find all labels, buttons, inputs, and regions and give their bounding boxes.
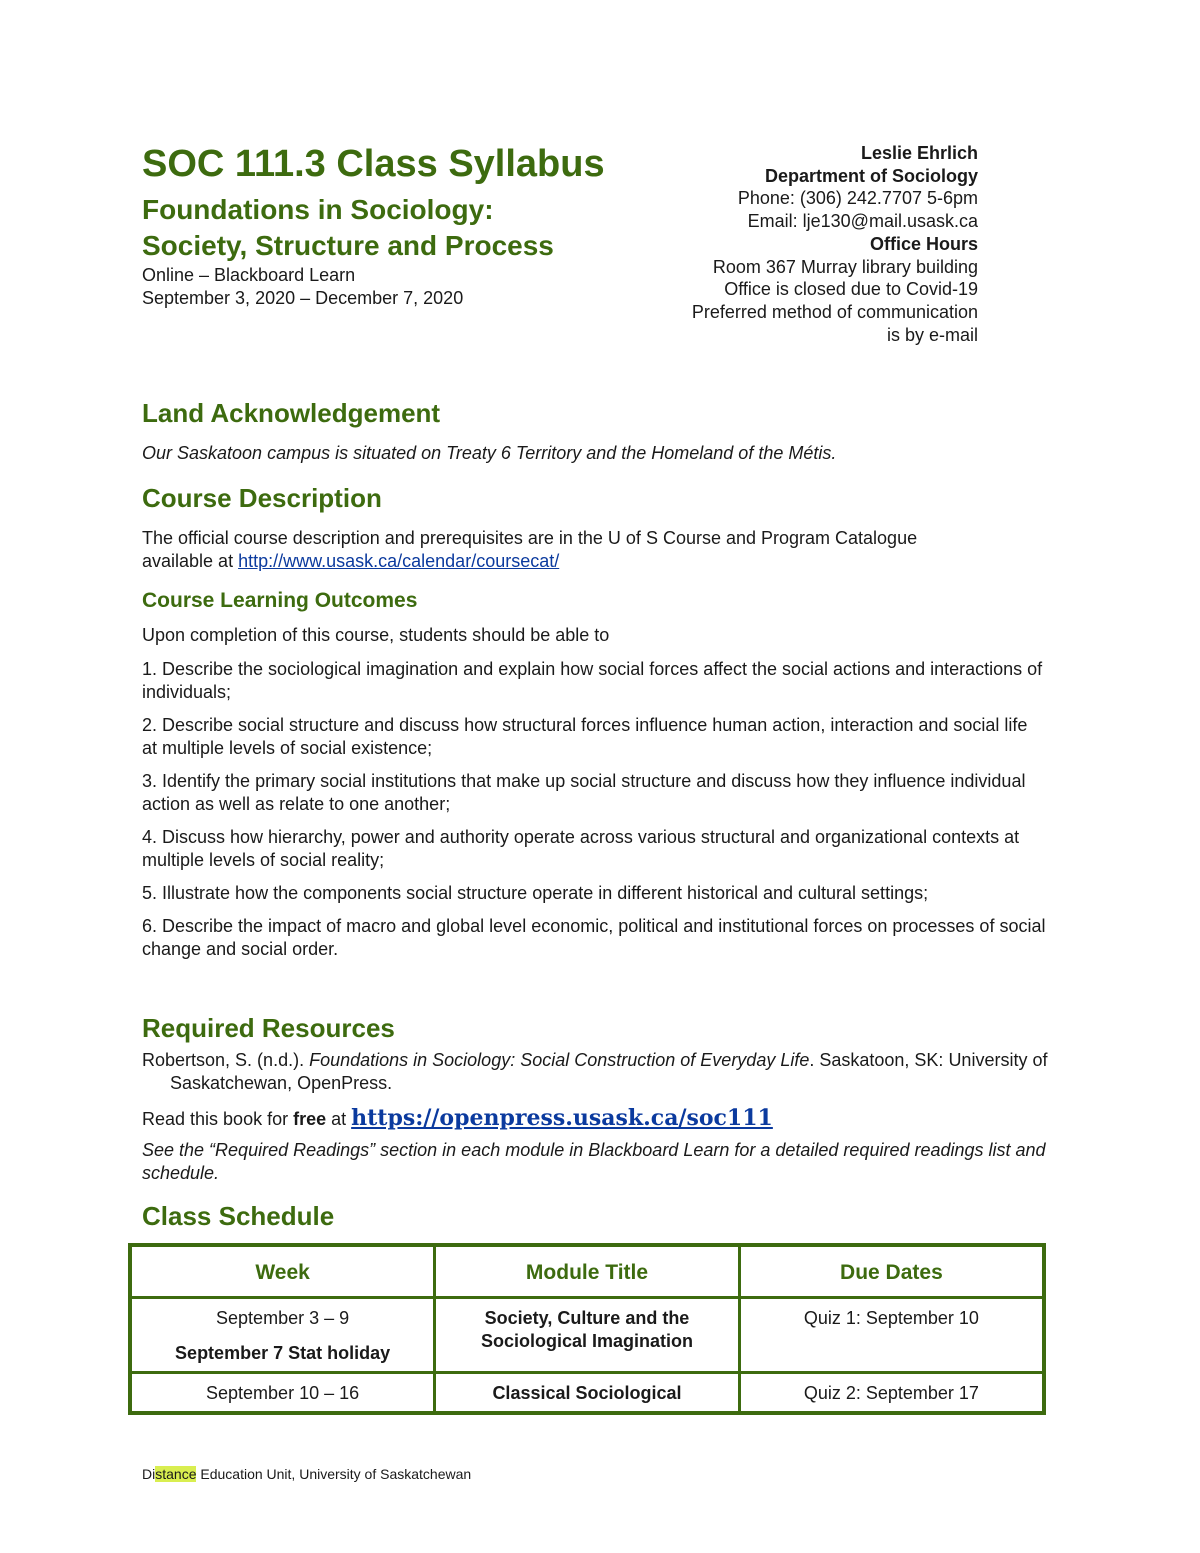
outcome-item: 4. Discuss how hierarchy, power and authority operate across various structural and organizational contexts at multiple levels of social reality; (142, 827, 1020, 870)
preferred-contact-1: Preferred method of communication (691, 301, 978, 322)
outcome-list (142, 658, 1047, 961)
readings-note: See the “Required Readings” section in each module in Blackboard Learn for a detailed required readings list and schedule. (142, 1140, 1046, 1183)
resources-heading: Required Resources (142, 1013, 395, 1043)
textbook-reference: Robertson, S. (n.d.). Foundations in Sociology: Social Construction of Everyday Life. Saskatoon, SK: University of Saskatchewan, OpenPress. (142, 1050, 1048, 1093)
preferred-contact-2: is by e-mail (886, 324, 978, 345)
page-title: SOC 111.3 Class Syllabus (142, 143, 605, 185)
table-row (130, 1298, 1044, 1373)
outcome-item: 3. Identify the primary social institutions that make up social structure and discuss how they influence individual action as well as relate to one another; (142, 771, 1026, 814)
phone: Phone: (306) 242.7707 5-6pm (737, 188, 978, 209)
department: Department of Sociology (764, 165, 978, 186)
outcomes-heading: Course Learning Outcomes (142, 589, 418, 612)
outcome-item: 6. Describe the impact of macro and global level economic, political and institutional forces on processes of social change and social order. (142, 916, 1046, 959)
outcome-item: 2. Describe social structure and discuss how structural forces influence human action, interaction and social life at multiple levels of social existence; (142, 715, 1028, 758)
highlighted-text: stance (155, 1466, 197, 1482)
office-status: Office is closed due to Covid-19 (724, 279, 978, 300)
page-footer: Distance Education Unit, University of Saskatchewan (142, 1466, 472, 1482)
subtitle-line-1: Foundations in Sociology: (142, 194, 494, 225)
course-description-text: The official course description and prerequisites are in the U of S Course and Program Catalogue available at http://www.usask.ca/calendar/coursecat/ (142, 528, 918, 571)
instructor-info (558, 142, 978, 346)
outcome-item: 1. Describe the sociological imagination and explain how social forces affect the social actions and interactions of individuals; (142, 659, 1043, 702)
course-description-heading: Course Description (142, 483, 382, 513)
week-cell: September 3 – 9 September 7 Stat holiday (130, 1298, 435, 1373)
course-dates: September 3, 2020 – December 7, 2020 (142, 288, 464, 308)
table-row (130, 1373, 1044, 1414)
week-cell: September 10 – 16 (130, 1373, 435, 1414)
schedule-heading: Class Schedule (142, 1201, 335, 1231)
email: Email: lje130@mail.usask.ca (747, 211, 978, 232)
col-header-module: Module Title (435, 1245, 740, 1298)
subtitle-line-2: Society, Structure and Process (142, 230, 554, 261)
due-cell: Quiz 1: September 10 (739, 1298, 1044, 1373)
office-hours-label: Office Hours (869, 233, 978, 254)
office-room: Room 367 Murray library building (712, 256, 978, 277)
col-header-due: Due Dates (739, 1245, 1044, 1298)
instructor-name: Leslie Ehrlich (860, 143, 978, 163)
land-text: Our Saskatoon campus is situated on Treaty 6 Territory and the Homeland of the Métis. (142, 443, 837, 463)
catalogue-link[interactable]: http://www.usask.ca/calendar/coursecat/ (238, 551, 560, 571)
col-header-week: Week (130, 1245, 435, 1298)
openpress-link[interactable]: https://openpress.usask.ca/soc111 (351, 1105, 773, 1131)
delivery-mode: Online – Blackboard Learn (142, 265, 356, 285)
schedule-table (128, 1243, 1046, 1415)
table-header-row (130, 1245, 1044, 1298)
outcome-item: 5. Illustrate how the components social structure operate in different historical and cultural settings; (142, 883, 929, 903)
due-cell: Quiz 2: September 17 (739, 1373, 1044, 1414)
land-heading: Land Acknowledgement (142, 398, 441, 428)
read-free-line: Read this book for free at https://openpress.usask.ca/soc111 (142, 1105, 773, 1131)
module-cell: Classical Sociological (435, 1373, 740, 1414)
main-content (142, 396, 1052, 1233)
stat-holiday-note: September 7 Stat holiday (175, 1343, 391, 1363)
module-cell: Society, Culture and the Sociological Imagination (435, 1298, 740, 1373)
outcomes-intro: Upon completion of this course, students should be able to (142, 625, 610, 645)
